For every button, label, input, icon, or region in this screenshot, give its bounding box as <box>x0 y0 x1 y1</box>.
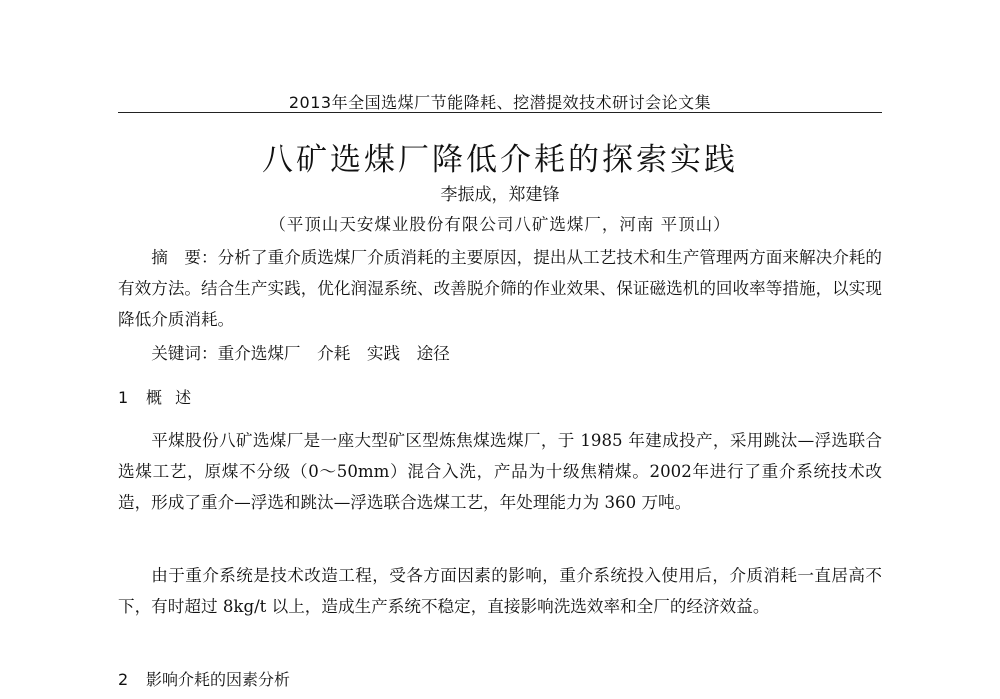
section-heading-2 <box>118 664 882 695</box>
abstract-text: 分析了重介质选煤厂介质消耗的主要原因，提出从工艺技术和生产管理两方面来解决介耗的有效方法。结合生产实践，优化润湿系统、改善脱介筛的作业效果、保证磁选机的回收率等措施，以实现降低介质消耗。 <box>118 248 883 329</box>
running-header: 2013年全国选煤厂节能降耗、挖潜提效技术研讨会论文集 <box>288 93 712 112</box>
paper-title: 八矿选煤厂降低介耗的探索实践 <box>262 142 738 178</box>
abstract <box>118 242 882 335</box>
keywords-text: 重介选煤厂 介耗 实践 途径 <box>217 344 450 363</box>
authors: 李振成，郑建锋 <box>440 185 560 205</box>
section-title: 影响介耗的因素分析 <box>146 670 291 689</box>
keywords-label: 关键词： <box>151 344 218 363</box>
body-paragraph: 平煤股份八矿选煤厂是一座大型矿区型炼焦煤选煤厂，于 1985 年建成投产，采用跳汰—浮选联合选煤工艺，原煤不分级（0～50mm）混合入洗，产品为十级焦精煤。2002年进行了重介系统技术改造，形成了重介—浮选和跳汰—浮选联合选煤工艺，年处理能力为 360 万吨。 <box>118 431 882 512</box>
header-rule <box>118 112 882 113</box>
affiliation: （平顶山天安煤业股份有限公司八矿选煤厂，河南 平顶山） <box>269 215 731 234</box>
section-heading-1 <box>118 382 882 413</box>
abstract-label: 摘 要： <box>151 248 218 267</box>
section-title: 概 述 <box>146 388 196 407</box>
section-number: 1 <box>118 388 129 407</box>
section-number: 2 <box>118 670 129 689</box>
keywords <box>118 338 915 369</box>
body-paragraph: 由于重介系统是技术改造工程，受各方面因素的影响，重介系统投入使用后，介质消耗一直居高不下，有时超过 8kg/t 以上，造成生产系统不稳定，直接影响洗选效率和全厂的经济效益。 <box>118 566 882 616</box>
